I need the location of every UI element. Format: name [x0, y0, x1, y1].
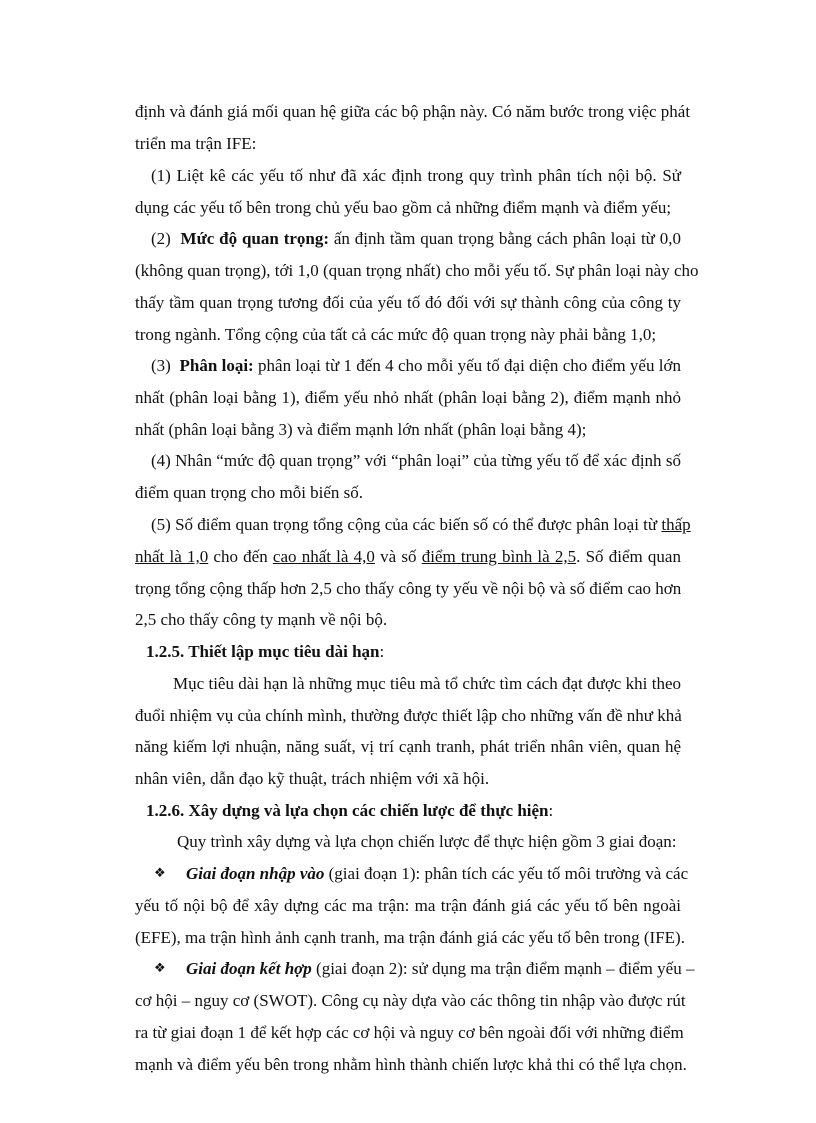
- step1-line-2: dụng các yếu tố bên trong chủ yếu bao gồm cả những điểm mạnh và điểm yếu;: [135, 198, 672, 217]
- intro-line-1: định và đánh giá mối quan hệ giữa các bộ phận này. Có năm bước trong việc phát: [135, 102, 691, 121]
- step5-underline-low: thấp: [661, 515, 691, 534]
- bullet1-term: Giai đoạn nhập vào: [186, 864, 325, 883]
- step5-underline-min: nhất là 1,0: [135, 547, 209, 566]
- sec125-line-4: nhân viên, dẫn đạo kỹ thuật, trách nhiệm với xã hội.: [135, 769, 490, 788]
- step4-line-1: (4) Nhân “mức độ quan trọng” với “phân loại” của từng yếu tố để xác định số: [151, 451, 681, 470]
- step5-text-c: . Số điểm quan: [576, 547, 681, 566]
- step5-line-1: [151, 509, 691, 541]
- step5-text-b: và số: [374, 547, 422, 566]
- section-1-2-5-heading: [146, 636, 384, 668]
- bullet2-line-2: cơ hội – nguy cơ (SWOT). Công cụ này dựa vào các thông tin nhập vào được rút: [135, 991, 686, 1010]
- step2-line-1: [151, 223, 681, 255]
- step3-line-1-rest: phân loại từ 1 đến 4 cho mỗi yếu tố đại diện cho điểm yếu lớn: [253, 356, 682, 375]
- step2-line-2: (không quan trọng), tới 1,0 (quan trọng nhất) cho mỗi yếu tố. Sự phân loại này cho: [135, 261, 699, 280]
- step2-term: Mức độ quan trọng:: [180, 229, 330, 248]
- section-1-2-5-colon: :: [379, 642, 385, 661]
- step5-underline-max: cao nhất là 4,0: [272, 547, 375, 566]
- section-1-2-6-colon: :: [548, 801, 554, 820]
- step3-line-3: nhất (phân loại bằng 3) và điểm mạnh lớn nhất (phân loại bằng 4);: [135, 420, 587, 439]
- bullet1-line-3: (EFE), ma trận hình ảnh cạnh tranh, ma trận đánh giá các yếu tố bên trong (IFE).: [135, 928, 685, 947]
- bullet2-line-1-rest: (giai đoạn 2): sử dụng ma trận điểm mạnh – điểm yếu –: [311, 959, 695, 978]
- step1-line-1: (1) Liệt kê các yếu tố như đã xác định trong quy trình phân tích nội bộ. Sử: [151, 166, 681, 185]
- step2-line-1-rest: ấn định tầm quan trọng bằng cách phân loại từ 0,0: [329, 229, 681, 248]
- step3-line-1: [151, 350, 681, 382]
- diamond-bullet-icon: ❖: [154, 961, 166, 976]
- step5-line-4: 2,5 cho thấy công ty mạnh về nội bộ.: [135, 610, 388, 629]
- section-1-2-6-heading: [146, 795, 553, 827]
- step2-line-3: thấy tầm quan trọng tương đối của yếu tố đó đối với sự thành công của công ty: [135, 293, 681, 312]
- bullet1-line-1: [186, 858, 689, 890]
- step3-line-2: nhất (phân loại bằng 1), điểm yếu nhỏ nhất (phân loại bằng 2), điểm mạnh nhỏ: [135, 388, 681, 407]
- section-1-2-5-title: 1.2.5. Thiết lập mục tiêu dài hạn: [146, 642, 380, 661]
- step3-term: Phân loại:: [179, 356, 254, 375]
- bullet1-line-2: yếu tố nội bộ để xây dựng các ma trận: ma trận đánh giá các yếu tố bên ngoài: [135, 896, 681, 915]
- sec125-line-2: đuổi nhiệm vụ của chính mình, thường được thiết lập cho những vấn đề như khả: [135, 706, 682, 725]
- step4-line-2: điểm quan trọng cho mỗi biến số.: [135, 483, 364, 502]
- step5-text-a: cho đến: [208, 547, 273, 566]
- step2-number: (2): [151, 229, 171, 248]
- bullet2-term: Giai đoạn kết hợp: [186, 959, 312, 978]
- sec125-line-1: Mục tiêu dài hạn là những mục tiêu mà tổ chức tìm cách đạt được khi theo: [173, 674, 681, 693]
- diamond-bullet-icon: ❖: [154, 866, 166, 881]
- step5-underline-avg: điểm trung bình là 2,5: [421, 547, 577, 566]
- bullet2-line-3: ra từ giai đoạn 1 để kết hợp các cơ hội và nguy cơ bên ngoài đối với những điểm: [135, 1023, 684, 1042]
- bullet2-line-4: mạnh và điểm yếu bên trong nhằm hình thành chiến lược khả thi có thể lựa chọn.: [135, 1055, 687, 1074]
- step5-line-1-text: (5) Số điểm quan trọng tổng cộng của các biến số có thể được phân loại từ: [151, 515, 662, 534]
- intro-line-2: triển ma trận IFE:: [135, 134, 257, 153]
- step2-line-4: trong ngành. Tổng cộng của tất cả các mức độ quan trọng này phải bằng 1,0;: [135, 325, 657, 344]
- step5-line-3: trọng tổng cộng thấp hơn 2,5 cho thấy công ty yếu về nội bộ và số điểm cao hơn: [135, 579, 682, 598]
- step5-line-2: [135, 541, 681, 573]
- bullet1-line-1-rest: (giai đoạn 1): phân tích các yếu tố môi trường và các: [324, 864, 689, 883]
- section-1-2-6-title: 1.2.6. Xây dựng và lựa chọn các chiến lược để thực hiện: [146, 801, 549, 820]
- sec126-intro: Quy trình xây dựng và lựa chọn chiến lược để thực hiện gồm 3 giai đoạn:: [177, 832, 677, 851]
- sec125-line-3: năng kiếm lợi nhuận, năng suất, vị trí cạnh tranh, phát triển nhân viên, quan hệ: [135, 737, 681, 756]
- step3-number: (3): [151, 356, 171, 375]
- bullet2-line-1: [186, 953, 695, 985]
